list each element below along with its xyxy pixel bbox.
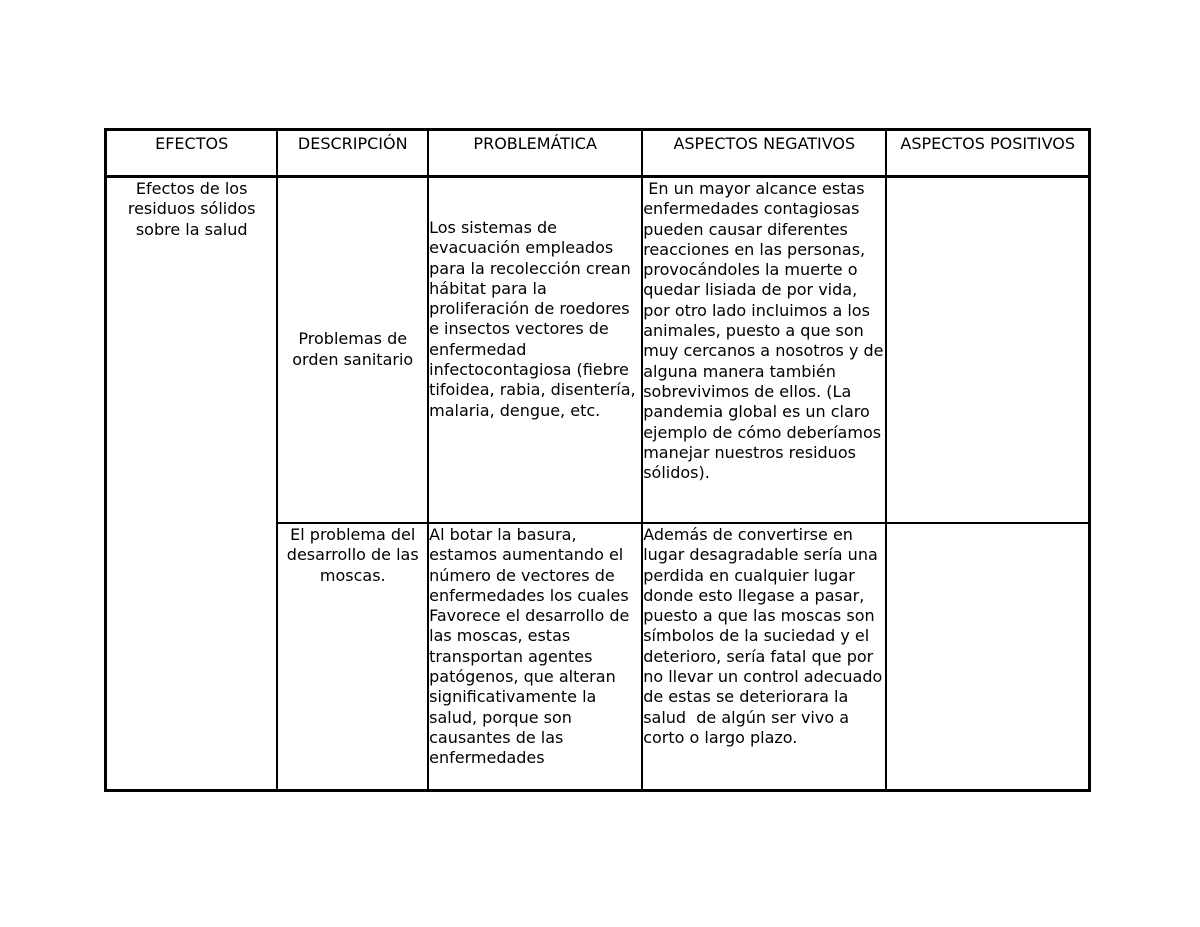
efectos-text: Efectos de los residuos sólidos sobre la salud [127, 179, 261, 239]
problematica-cell [428, 177, 642, 524]
header-aspectos-positivos: ASPECTOS POSITIVOS [886, 130, 1089, 177]
descripcion-text: Problemas de orden sanitario [292, 329, 414, 369]
header-problematica: PROBLEMÁTICA [428, 130, 642, 177]
header-efectos: EFECTOS [106, 130, 278, 177]
aspectos-negativos-cell [642, 523, 886, 791]
efectos-cell [106, 177, 278, 791]
problematica-text: Al botar la basura, estamos aumentando el número de vectores de enfermedades los cuales Favorece el desarrollo de las moscas, estas transportan agentes patógenos, que alteran significativamente la salud, porque son causantes de las enfermedades [429, 525, 635, 768]
aspectos-negativos-text: En un mayor alcance estas enfermedades contagiosas pueden causar diferentes reacciones en las personas, provocándoles la muerte o quedar lisiada de por vida, por otro lado incluimos a los animales, puesto a que son muy cercanos a nosotros y de alguna manera también sobrevivimos de ellos. (La pandemia global es un claro ejemplo de cómo deberíamos manejar nuestros residuos sólidos). [643, 179, 889, 483]
header-descripcion: DESCRIPCIÓN [277, 130, 428, 177]
aspectos-negativos-cell [642, 177, 889, 524]
aspectos-positivos-cell [886, 523, 1089, 791]
table-row [106, 177, 1090, 524]
descripcion-text: El problema del desarrollo de las moscas. [286, 525, 419, 585]
table-header-row [106, 130, 1090, 177]
aspectos-negativos-text: Además de convertirse en lugar desagradable sería una perdida en cualquier lugar donde esto llegase a pasar, puesto a que las moscas son símbolos de la suciedad y el deterioro, sería fatal que por no llevar un control adecuado de estas se deteriorara la salud de algún ser vivo a corto o largo plazo. [643, 525, 888, 747]
header-aspectos-negativos: ASPECTOS NEGATIVOS [642, 130, 886, 177]
effects-table [104, 128, 1091, 792]
descripcion-cell [277, 177, 428, 524]
problematica-text: Los sistemas de evacuación empleados para la recolección crean hábitat para la proliferación de roedores e insectos vectores de enfermedad infectocontagiosa (fiebre tifoidea, rabia, disentería, malaria, dengue, etc. [429, 218, 641, 420]
problematica-cell [428, 523, 642, 791]
aspectos-positivos-cell [886, 177, 1089, 524]
descripcion-cell [277, 523, 428, 791]
